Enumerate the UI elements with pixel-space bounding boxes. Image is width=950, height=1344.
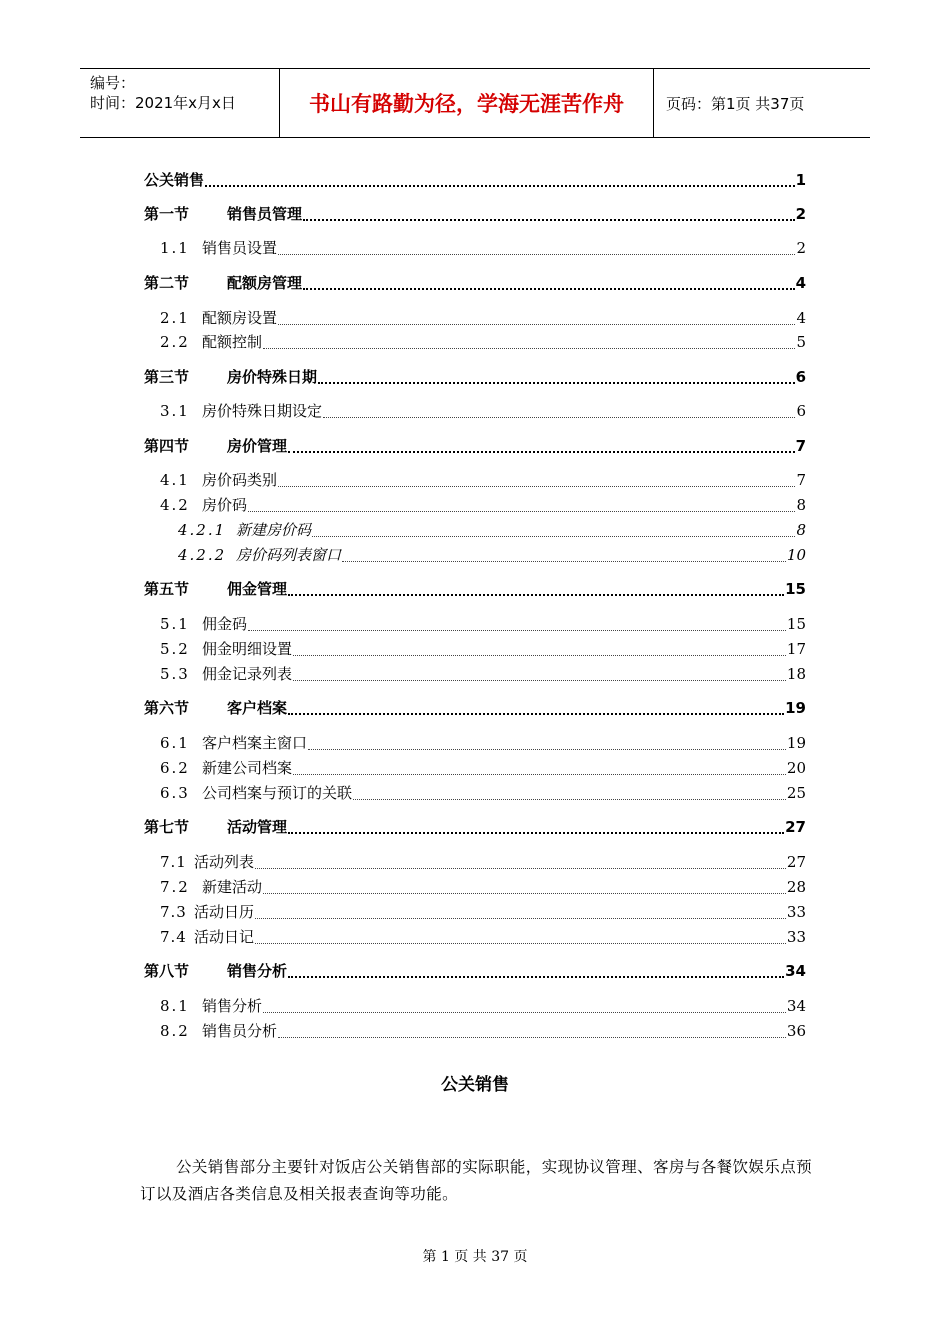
toc-entry-number: 4.2.2 <box>178 546 227 564</box>
toc-entry-number: 7.4 <box>160 928 187 946</box>
toc-entry-number: 第四节 <box>144 437 190 455</box>
toc-entry-title: 新建房价码 <box>236 521 312 539</box>
toc-entry-page: 6 <box>796 402 806 420</box>
toc-leader-dots <box>278 254 795 255</box>
toc-entry-title: 公关销售 <box>144 171 205 189</box>
toc-entry-page: 28 <box>786 878 806 896</box>
toc-entry[interactable] <box>144 925 806 949</box>
toc-entry-title: 佣金明细设置 <box>202 640 293 658</box>
toc-entry-page: 7 <box>795 437 806 455</box>
toc-entry[interactable] <box>144 468 806 492</box>
toc-leader-dots <box>288 976 784 978</box>
toc-entry-page: 4 <box>795 274 806 292</box>
toc-leader-dots <box>263 1012 786 1013</box>
toc-entry-title: 活动管理 <box>227 818 288 836</box>
toc-entry-page: 20 <box>786 759 806 777</box>
header-page-info: 页码：第1页 共37页 <box>666 94 805 113</box>
header-meta <box>80 69 280 137</box>
toc-entry[interactable] <box>144 612 806 636</box>
header-motto: 书山有路勤为径，学海无涯苦作舟 <box>280 69 654 137</box>
toc-entry-page: 27 <box>785 818 806 836</box>
toc-leader-dots <box>278 1037 786 1038</box>
toc-entry[interactable] <box>144 577 806 601</box>
toc-entry-page: 8 <box>796 496 806 514</box>
toc-entry-title: 房价特殊日期设定 <box>202 402 323 420</box>
toc-entry-page: 1 <box>795 171 806 189</box>
toc-entry-page: 33 <box>786 903 806 921</box>
toc-entry-title: 房价管理 <box>227 437 288 455</box>
toc-entry-title: 佣金码 <box>202 615 248 633</box>
toc-entry-title: 活动列表 <box>194 853 255 871</box>
toc-entry-number: 5.3 <box>160 665 190 683</box>
toc-entry[interactable] <box>144 365 806 389</box>
toc-entry-page: 19 <box>785 699 806 717</box>
toc-entry-number: 4.1 <box>160 471 190 489</box>
toc-entry-number: 8.2 <box>160 1022 190 1040</box>
toc-entry[interactable] <box>144 994 806 1018</box>
toc-leader-dots <box>288 594 784 596</box>
toc-entry-number: 6.1 <box>160 734 190 752</box>
toc-entry-title: 客户档案主窗口 <box>202 734 308 752</box>
toc-entry[interactable] <box>144 236 806 260</box>
toc-entry[interactable] <box>144 306 806 330</box>
toc-entry[interactable] <box>144 168 806 192</box>
toc-entry[interactable] <box>144 756 806 780</box>
section-heading: 公关销售 <box>441 1075 509 1095</box>
document-header <box>80 68 870 138</box>
toc-entry-page: 15 <box>785 580 806 598</box>
toc-leader-dots <box>288 832 784 834</box>
toc-leader-dots <box>255 943 786 944</box>
toc-entry-title: 客户档案 <box>227 699 288 717</box>
toc-leader-dots <box>308 749 786 750</box>
toc-entry-page: 27 <box>786 853 806 871</box>
toc-entry-number: 5.1 <box>160 615 190 633</box>
toc-leader-dots <box>323 417 795 418</box>
toc-leader-dots <box>263 893 786 894</box>
toc-entry[interactable] <box>144 271 806 295</box>
code-label: 编号： <box>90 74 136 92</box>
toc-entry[interactable] <box>144 518 806 542</box>
toc-entry-page: 7 <box>796 471 806 489</box>
toc-entry-page: 6 <box>795 368 806 386</box>
toc-entry-page: 2 <box>795 205 806 223</box>
toc-entry-title: 公司档案与预订的关联 <box>202 784 353 802</box>
toc-entry[interactable] <box>144 399 806 423</box>
toc-leader-dots <box>205 185 795 187</box>
toc-entry-title: 房价特殊日期 <box>227 368 318 386</box>
toc-entry-number: 6.3 <box>160 784 190 802</box>
toc-entry-number: 第八节 <box>144 962 190 980</box>
toc-entry[interactable] <box>144 815 806 839</box>
date-line: 时间：2021年x月x日 <box>90 94 236 112</box>
toc-entry-number: 7.3 <box>160 903 187 921</box>
toc-entry-number: 8.1 <box>160 997 190 1015</box>
toc-entry[interactable] <box>144 637 806 661</box>
toc-entry-page: 5 <box>796 333 806 351</box>
toc-entry-title: 销售员管理 <box>227 205 303 223</box>
toc-leader-dots <box>288 451 795 453</box>
toc-entry[interactable] <box>144 696 806 720</box>
toc-entry-page: 15 <box>786 615 806 633</box>
toc-leader-dots <box>303 219 795 221</box>
toc-leader-dots <box>342 561 786 562</box>
toc-entry-page: 8 <box>796 521 806 539</box>
toc-entry-title: 销售员设置 <box>202 239 278 257</box>
toc-leader-dots <box>312 536 795 537</box>
toc-entry-title: 房价码 <box>202 496 248 514</box>
toc-leader-dots <box>278 486 795 487</box>
toc-entry-number: 7.2 <box>160 878 190 896</box>
toc-entry-title: 房价码类别 <box>202 471 278 489</box>
page-footer: 第 1 页 共 37 页 <box>422 1249 528 1265</box>
toc-entry-number: 第七节 <box>144 818 190 836</box>
toc-entry-title: 销售分析 <box>202 997 263 1015</box>
toc-entry[interactable] <box>144 202 806 226</box>
toc-entry-title: 新建活动 <box>202 878 263 896</box>
toc-entry[interactable] <box>144 543 806 567</box>
toc-entry-page: 10 <box>786 546 806 564</box>
toc-entry-number: 2.2 <box>160 333 190 351</box>
toc-entry-number: 第三节 <box>144 368 190 386</box>
toc-entry-page: 2 <box>796 239 806 257</box>
toc-entry-number: 6.2 <box>160 759 190 777</box>
toc-entry-title: 佣金管理 <box>227 580 288 598</box>
toc-entry-title: 销售分析 <box>227 962 288 980</box>
toc-entry-title: 配额控制 <box>202 333 263 351</box>
toc-entry-page: 17 <box>786 640 806 658</box>
toc-entry-title: 活动日记 <box>194 928 255 946</box>
toc-leader-dots <box>278 324 795 325</box>
toc-entry-number: 3.1 <box>160 402 190 420</box>
toc-entry-page: 18 <box>786 665 806 683</box>
toc-entry-number: 第二节 <box>144 274 190 292</box>
toc-leader-dots <box>263 348 795 349</box>
toc-entry[interactable] <box>144 850 806 874</box>
toc-entry[interactable] <box>144 875 806 899</box>
toc-entry-number: 2.1 <box>160 309 190 327</box>
toc-entry[interactable] <box>144 781 806 805</box>
toc-entry-title: 活动日历 <box>194 903 255 921</box>
toc-entry[interactable] <box>144 662 806 686</box>
toc-entry-number: 4.2.1 <box>178 521 227 539</box>
toc-entry[interactable] <box>144 330 806 354</box>
toc-entry-page: 19 <box>786 734 806 752</box>
toc-entry-number: 1.1 <box>160 239 190 257</box>
toc-entry-title: 配额房设置 <box>202 309 278 327</box>
toc-leader-dots <box>293 680 786 681</box>
toc-entry-page: 34 <box>786 997 806 1015</box>
toc-leader-dots <box>293 655 786 656</box>
toc-entry-page: 34 <box>785 962 806 980</box>
toc-entry-title: 新建公司档案 <box>202 759 293 777</box>
toc-entry-page: 4 <box>796 309 806 327</box>
toc-leader-dots <box>353 799 786 800</box>
toc-leader-dots <box>248 511 795 512</box>
toc-entry-title: 配额房管理 <box>227 274 303 292</box>
toc-entry-number: 第五节 <box>144 580 190 598</box>
toc-entry[interactable] <box>144 959 806 983</box>
toc-entry-page: 25 <box>786 784 806 802</box>
toc-entry-number: 5.2 <box>160 640 190 658</box>
toc-leader-dots <box>248 630 786 631</box>
toc-entry-title: 房价码列表窗口 <box>236 546 342 564</box>
toc-leader-dots <box>318 382 795 384</box>
toc-entry-title: 佣金记录列表 <box>202 665 293 683</box>
toc-entry[interactable] <box>144 900 806 924</box>
toc-leader-dots <box>288 713 784 715</box>
toc-entry-page: 33 <box>786 928 806 946</box>
toc-entry-title: 销售员分析 <box>202 1022 278 1040</box>
intro-paragraph: 公关销售部分主要针对饭店公关销售部的实际职能，实现协议管理、客房与各餐饮娱乐点预订以及酒店各类信息及相关报表查询等功能。 <box>140 1158 813 1203</box>
toc-entry-number: 4.2 <box>160 496 190 514</box>
toc-leader-dots <box>255 918 786 919</box>
toc-entry[interactable] <box>144 434 806 458</box>
toc-entry-number: 7.1 <box>160 853 187 871</box>
toc-leader-dots <box>255 868 786 869</box>
toc-entry[interactable] <box>144 1019 806 1043</box>
toc-entry-number: 第一节 <box>144 205 190 223</box>
toc-entry[interactable] <box>144 493 806 517</box>
toc-entry-page: 36 <box>786 1022 806 1040</box>
toc-leader-dots <box>293 774 786 775</box>
toc-entry-number: 第六节 <box>144 699 190 717</box>
toc-entry[interactable] <box>144 731 806 755</box>
toc-leader-dots <box>303 288 795 290</box>
